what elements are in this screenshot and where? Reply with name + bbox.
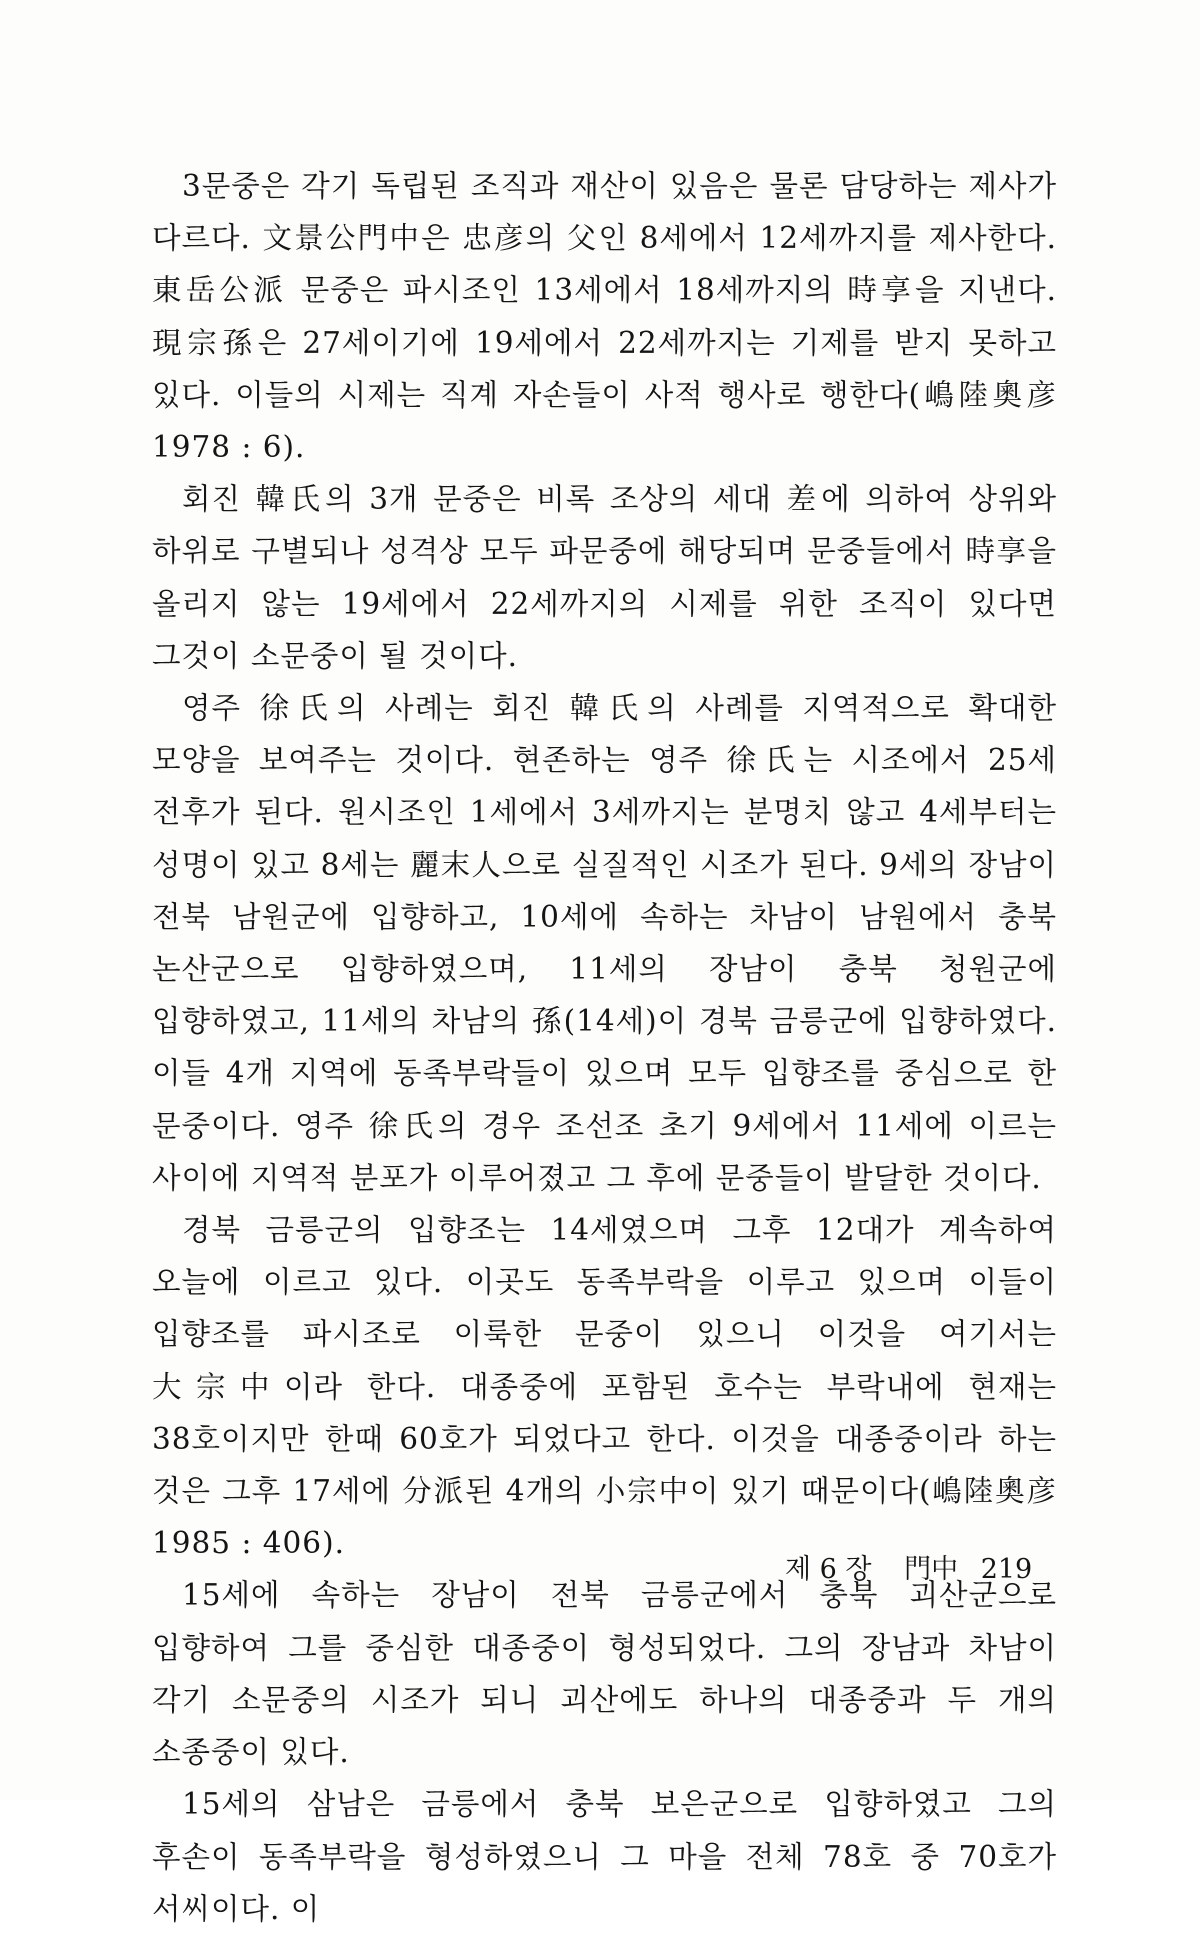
paragraph-1: 3문중은 각기 독립된 조직과 재산이 있음은 물론 담당하는 제사가 다르다. 文景公門中은 忠彦의 父인 8세에서 12세까지를 제사한다. 東岳公派 문중은 파시조인 13세에서 18세까지의 時享을 지낸다. 現宗孫은 27세이기에 19세에서 22세까지는 기제를 받지 못하고 있다. 이들의 시제는 직계 자손들이 사적 행사로 행한다(嶋陸奧彦 1978 : 6). — [152, 169, 1057, 465]
paragraph-2: 회진 韓氏의 3개 문중은 비록 조상의 세대 差에 의하여 상위와 하위로 구별되나 성격상 모두 파문중에 해당되며 문중들에서 時享을 올리지 않는 19세에서 22세까지의 시제를 위한 조직이 있다면 그것이 소문중이 될 것이다. — [152, 482, 1057, 673]
section-title: 門中 — [904, 1554, 959, 1585]
body-text — [152, 160, 1057, 1935]
chapter-label: 제 6 장 — [785, 1554, 872, 1585]
paragraph-5: 15세에 속하는 장남이 전북 금릉군에서 충북 괴산군으로 입향하여 그를 중심한 대종중이 형성되었다. 그의 장남과 차남이 각기 소문중의 시조가 되니 괴산에도 하나의 대종중과 두 개의 소종중이 있다. — [152, 1578, 1057, 1770]
page-number: 219 — [980, 1554, 1033, 1585]
paragraph-4: 경북 금릉군의 입향조는 14세였으며 그후 12대가 계속하여 오늘에 이르고 있다. 이곳도 동족부락을 이루고 있으며 이들이 입향조를 파시조로 이룩한 문중이 있으니 이것을 여기서는 大宗中이라 한다. 대종중에 포함된 호수는 부락내에 현재는 38호이지만 한때 60호가 되었다고 한다. 이것을 대종중이라 하는 것은 그후 17세에 分派된 4개의 小宗中이 있기 때문이다(嶋陸奧彦 1985 : 406). — [152, 1213, 1057, 1561]
page-footer — [785, 1547, 1032, 1586]
paragraph-6: 15세의 삼남은 금릉에서 충북 보은군으로 입향하였고 그의 후손이 동족부락을 형성하였으니 그 마을 전체 78호 중 70호가 서씨이다. 이 — [152, 1787, 1057, 1926]
paragraph-3: 영주 徐氏의 사례는 회진 韓氏의 사례를 지역적으로 확대한 모양을 보여주는 것이다. 현존하는 영주 徐氏는 시조에서 25세 전후가 된다. 원시조인 1세에서 3세까지는 분명치 않고 4세부터는 성명이 있고 8세는 麗末人으로 실질적인 시조가 된다. 9세의 장남이 전북 남원군에 입향하고, 10세에 속하는 차남이 남원에서 충북 논산군으로 입향하였으며, 11세의 장남이 충북 청원군에 입향하였고, 11세의 차남의 孫(14세)이 경북 금릉군에 입향하였다. 이들 4개 지역에 동족부락들이 있으며 모두 입향조를 중심으로 한 문중이다. 영주 徐氏의 경우 조선조 초기 9세에서 11세에 이르는 사이에 지역적 분포가 이루어졌고 그 후에 문중들이 발달한 것이다. — [152, 691, 1057, 1195]
